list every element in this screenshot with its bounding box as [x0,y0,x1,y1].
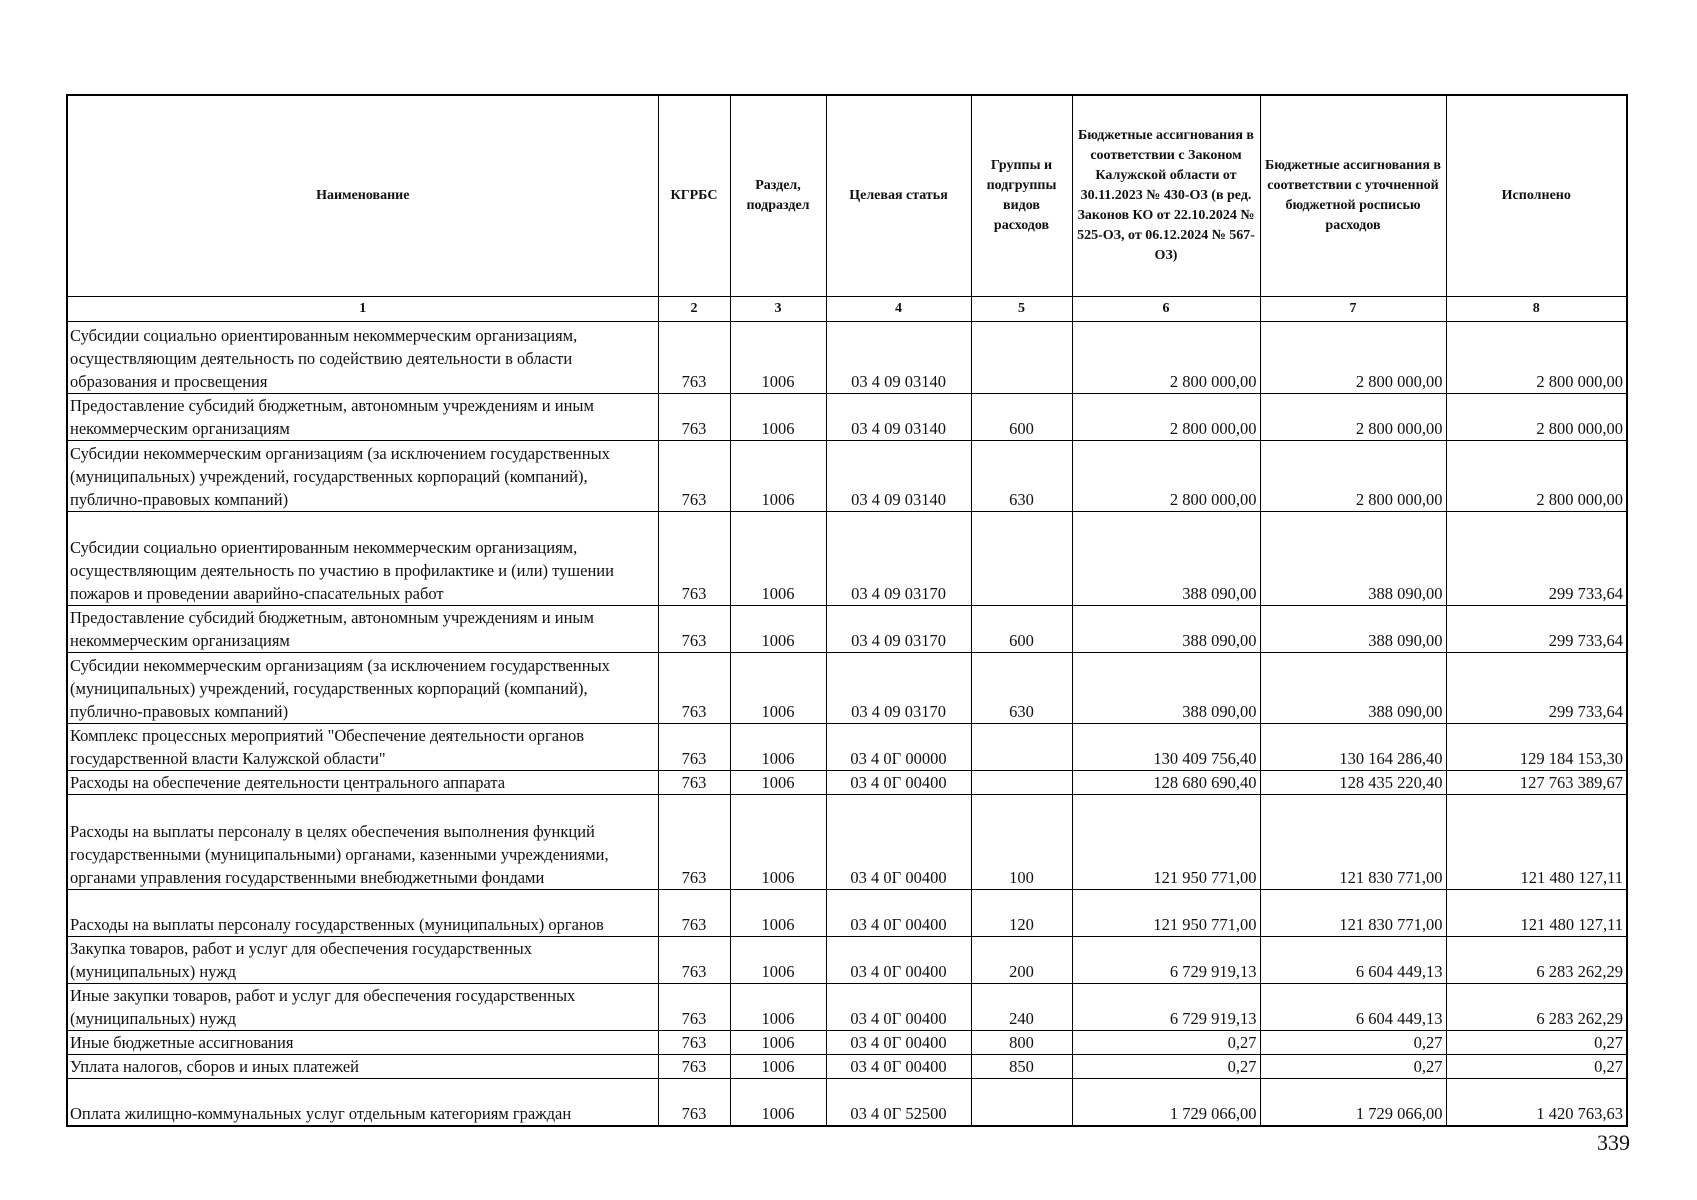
row-law-amount: 0,27 [1072,1054,1260,1078]
row-executed-amount: 6 283 262,29 [1446,936,1627,983]
row-group [971,321,1072,393]
row-kgrbs: 763 [658,936,730,983]
row-kgrbs: 763 [658,652,730,723]
row-refined-amount: 121 830 771,00 [1260,794,1446,889]
table-row [67,770,1627,794]
row-section: 1006 [730,652,826,723]
row-section: 1006 [730,321,826,393]
row-refined-amount: 388 090,00 [1260,652,1446,723]
row-kgrbs: 763 [658,1030,730,1054]
row-refined-amount: 0,27 [1260,1054,1446,1078]
row-refined-amount: 2 800 000,00 [1260,393,1446,440]
row-law-amount: 1 729 066,00 [1072,1078,1260,1126]
row-refined-amount: 2 800 000,00 [1260,440,1446,511]
row-name: Субсидии социально ориентированным некоммерческим организациям, осуществляющим деятельность по участию в профилактике и (или) тушении пожаров и проведении аварийно-спасательных работ [67,511,658,605]
row-law-amount: 2 800 000,00 [1072,321,1260,393]
row-target: 03 4 0Г 52500 [826,1078,971,1126]
row-executed-amount: 299 733,64 [1446,605,1627,652]
table-row [67,936,1627,983]
row-group: 800 [971,1030,1072,1054]
row-kgrbs: 763 [658,983,730,1030]
row-name: Субсидии социально ориентированным некоммерческим организациям, осуществляющим деятельность по содействию деятельности в области образования и просвещения [67,321,658,393]
table-row [67,605,1627,652]
row-section: 1006 [730,605,826,652]
header-row [67,95,1627,296]
row-name: Уплата налогов, сборов и иных платежей [67,1054,658,1078]
row-group [971,511,1072,605]
row-refined-amount: 1 729 066,00 [1260,1078,1446,1126]
row-refined-amount: 121 830 771,00 [1260,889,1446,936]
row-name: Предоставление субсидий бюджетным, автономным учреждениям и иным некоммерческим организациям [67,393,658,440]
row-section: 1006 [730,936,826,983]
row-name: Расходы на выплаты персоналу государственных (муниципальных) органов [67,889,658,936]
row-executed-amount: 2 800 000,00 [1446,393,1627,440]
row-section: 1006 [730,723,826,770]
row-kgrbs: 763 [658,605,730,652]
row-section: 1006 [730,393,826,440]
table-row [67,652,1627,723]
row-group: 630 [971,440,1072,511]
row-kgrbs: 763 [658,440,730,511]
row-name: Оплата жилищно-коммунальных услуг отдельным категориям граждан [67,1078,658,1126]
row-executed-amount: 129 184 153,30 [1446,723,1627,770]
row-kgrbs: 763 [658,794,730,889]
row-target: 03 4 09 03170 [826,605,971,652]
row-name: Иные закупки товаров, работ и услуг для обеспечения государственных (муниципальных) нужд [67,983,658,1030]
row-group: 120 [971,889,1072,936]
row-target: 03 4 0Г 00000 [826,723,971,770]
row-law-amount: 2 800 000,00 [1072,440,1260,511]
row-refined-amount: 128 435 220,40 [1260,770,1446,794]
header-expense-groups: Группы и подгруппы видов расходов [971,95,1072,296]
table-row [67,889,1627,936]
row-group: 630 [971,652,1072,723]
table-row [67,440,1627,511]
table-row [67,983,1627,1030]
row-law-amount: 121 950 771,00 [1072,794,1260,889]
row-law-amount: 130 409 756,40 [1072,723,1260,770]
row-refined-amount: 0,27 [1260,1030,1446,1054]
row-law-amount: 388 090,00 [1072,605,1260,652]
header-law-allocations: Бюджетные ассигнования в соответствии с Законом Калужской области от 30.11.2023 № 430-ОЗ (в ред. Законов КО от 22.10.2024 № 525-ОЗ, от 06.12.2024 № 567-ОЗ) [1072,95,1260,296]
table-body [67,321,1627,1126]
column-number: 5 [971,296,1072,321]
row-kgrbs: 763 [658,393,730,440]
row-target: 03 4 0Г 00400 [826,889,971,936]
row-law-amount: 388 090,00 [1072,652,1260,723]
row-group [971,770,1072,794]
row-section: 1006 [730,794,826,889]
row-law-amount: 388 090,00 [1072,511,1260,605]
row-target: 03 4 09 03170 [826,511,971,605]
column-number: 2 [658,296,730,321]
row-law-amount: 121 950 771,00 [1072,889,1260,936]
row-group: 850 [971,1054,1072,1078]
row-section: 1006 [730,440,826,511]
row-section: 1006 [730,983,826,1030]
row-name: Субсидии некоммерческим организациям (за исключением государственных (муниципальных) учреждений, государственных корпораций (компаний), публично-правовых компаний) [67,440,658,511]
row-executed-amount: 0,27 [1446,1030,1627,1054]
row-target: 03 4 0Г 00400 [826,1054,971,1078]
row-executed-amount: 1 420 763,63 [1446,1078,1627,1126]
row-name: Предоставление субсидий бюджетным, автономным учреждениям и иным некоммерческим организациям [67,605,658,652]
row-section: 1006 [730,889,826,936]
row-executed-amount: 127 763 389,67 [1446,770,1627,794]
table-row [67,321,1627,393]
header-kgrbs: КГРБС [658,95,730,296]
row-law-amount: 2 800 000,00 [1072,393,1260,440]
row-target: 03 4 0Г 00400 [826,1030,971,1054]
row-kgrbs: 763 [658,511,730,605]
row-kgrbs: 763 [658,1054,730,1078]
row-kgrbs: 763 [658,723,730,770]
header-name: Наименование [67,95,658,296]
column-number: 3 [730,296,826,321]
row-name: Закупка товаров, работ и услуг для обеспечения государственных (муниципальных) нужд [67,936,658,983]
header-target-article: Целевая статья [826,95,971,296]
table-row [67,1054,1627,1078]
row-group: 200 [971,936,1072,983]
row-executed-amount: 299 733,64 [1446,652,1627,723]
row-group: 240 [971,983,1072,1030]
row-group [971,1078,1072,1126]
header-executed: Исполнено [1446,95,1627,296]
row-executed-amount: 299 733,64 [1446,511,1627,605]
row-refined-amount: 6 604 449,13 [1260,936,1446,983]
column-number: 4 [826,296,971,321]
row-target: 03 4 09 03140 [826,321,971,393]
column-number: 7 [1260,296,1446,321]
table-header [67,95,1627,321]
row-group: 600 [971,605,1072,652]
row-kgrbs: 763 [658,321,730,393]
row-section: 1006 [730,511,826,605]
row-section: 1006 [730,770,826,794]
row-name: Субсидии некоммерческим организациям (за исключением государственных (муниципальных) учреждений, государственных корпораций (компаний), публично-правовых компаний) [67,652,658,723]
row-refined-amount: 130 164 286,40 [1260,723,1446,770]
table-row [67,723,1627,770]
row-law-amount: 6 729 919,13 [1072,983,1260,1030]
row-target: 03 4 0Г 00400 [826,770,971,794]
budget-execution-table [66,94,1628,1127]
row-target: 03 4 09 03140 [826,393,971,440]
column-number-row [67,296,1627,321]
column-number: 8 [1446,296,1627,321]
row-kgrbs: 763 [658,1078,730,1126]
row-kgrbs: 763 [658,889,730,936]
row-group [971,723,1072,770]
column-number: 6 [1072,296,1260,321]
row-refined-amount: 2 800 000,00 [1260,321,1446,393]
row-target: 03 4 0Г 00400 [826,936,971,983]
row-target: 03 4 0Г 00400 [826,983,971,1030]
header-section: Раздел, подраздел [730,95,826,296]
row-name: Расходы на обеспечение деятельности центрального аппарата [67,770,658,794]
row-section: 1006 [730,1030,826,1054]
row-name: Иные бюджетные ассигнования [67,1030,658,1054]
row-target: 03 4 09 03140 [826,440,971,511]
row-name: Комплекс процессных мероприятий "Обеспечение деятельности органов государственной власти Калужской области" [67,723,658,770]
row-target: 03 4 0Г 00400 [826,794,971,889]
row-executed-amount: 6 283 262,29 [1446,983,1627,1030]
row-law-amount: 6 729 919,13 [1072,936,1260,983]
table-row [67,794,1627,889]
row-executed-amount: 2 800 000,00 [1446,321,1627,393]
header-refined-allocations: Бюджетные ассигнования в соответствии с уточненной бюджетной росписью расходов [1260,95,1446,296]
row-executed-amount: 2 800 000,00 [1446,440,1627,511]
table-row [67,393,1627,440]
table-row [67,1078,1627,1126]
row-law-amount: 128 680 690,40 [1072,770,1260,794]
table-row [67,511,1627,605]
row-law-amount: 0,27 [1072,1030,1260,1054]
row-kgrbs: 763 [658,770,730,794]
row-refined-amount: 388 090,00 [1260,605,1446,652]
row-group: 100 [971,794,1072,889]
row-executed-amount: 0,27 [1446,1054,1627,1078]
row-group: 600 [971,393,1072,440]
row-refined-amount: 388 090,00 [1260,511,1446,605]
row-executed-amount: 121 480 127,11 [1446,794,1627,889]
row-target: 03 4 09 03170 [826,652,971,723]
table-row [67,1030,1627,1054]
row-executed-amount: 121 480 127,11 [1446,889,1627,936]
page-number: 339 [1597,1130,1630,1155]
row-refined-amount: 6 604 449,13 [1260,983,1446,1030]
row-section: 1006 [730,1054,826,1078]
row-name: Расходы на выплаты персоналу в целях обеспечения выполнения функций государственными (муниципальными) органами, казенными учреждениями, органами управления государственными внебюджетными фондами [67,794,658,889]
column-number: 1 [67,296,658,321]
row-section: 1006 [730,1078,826,1126]
